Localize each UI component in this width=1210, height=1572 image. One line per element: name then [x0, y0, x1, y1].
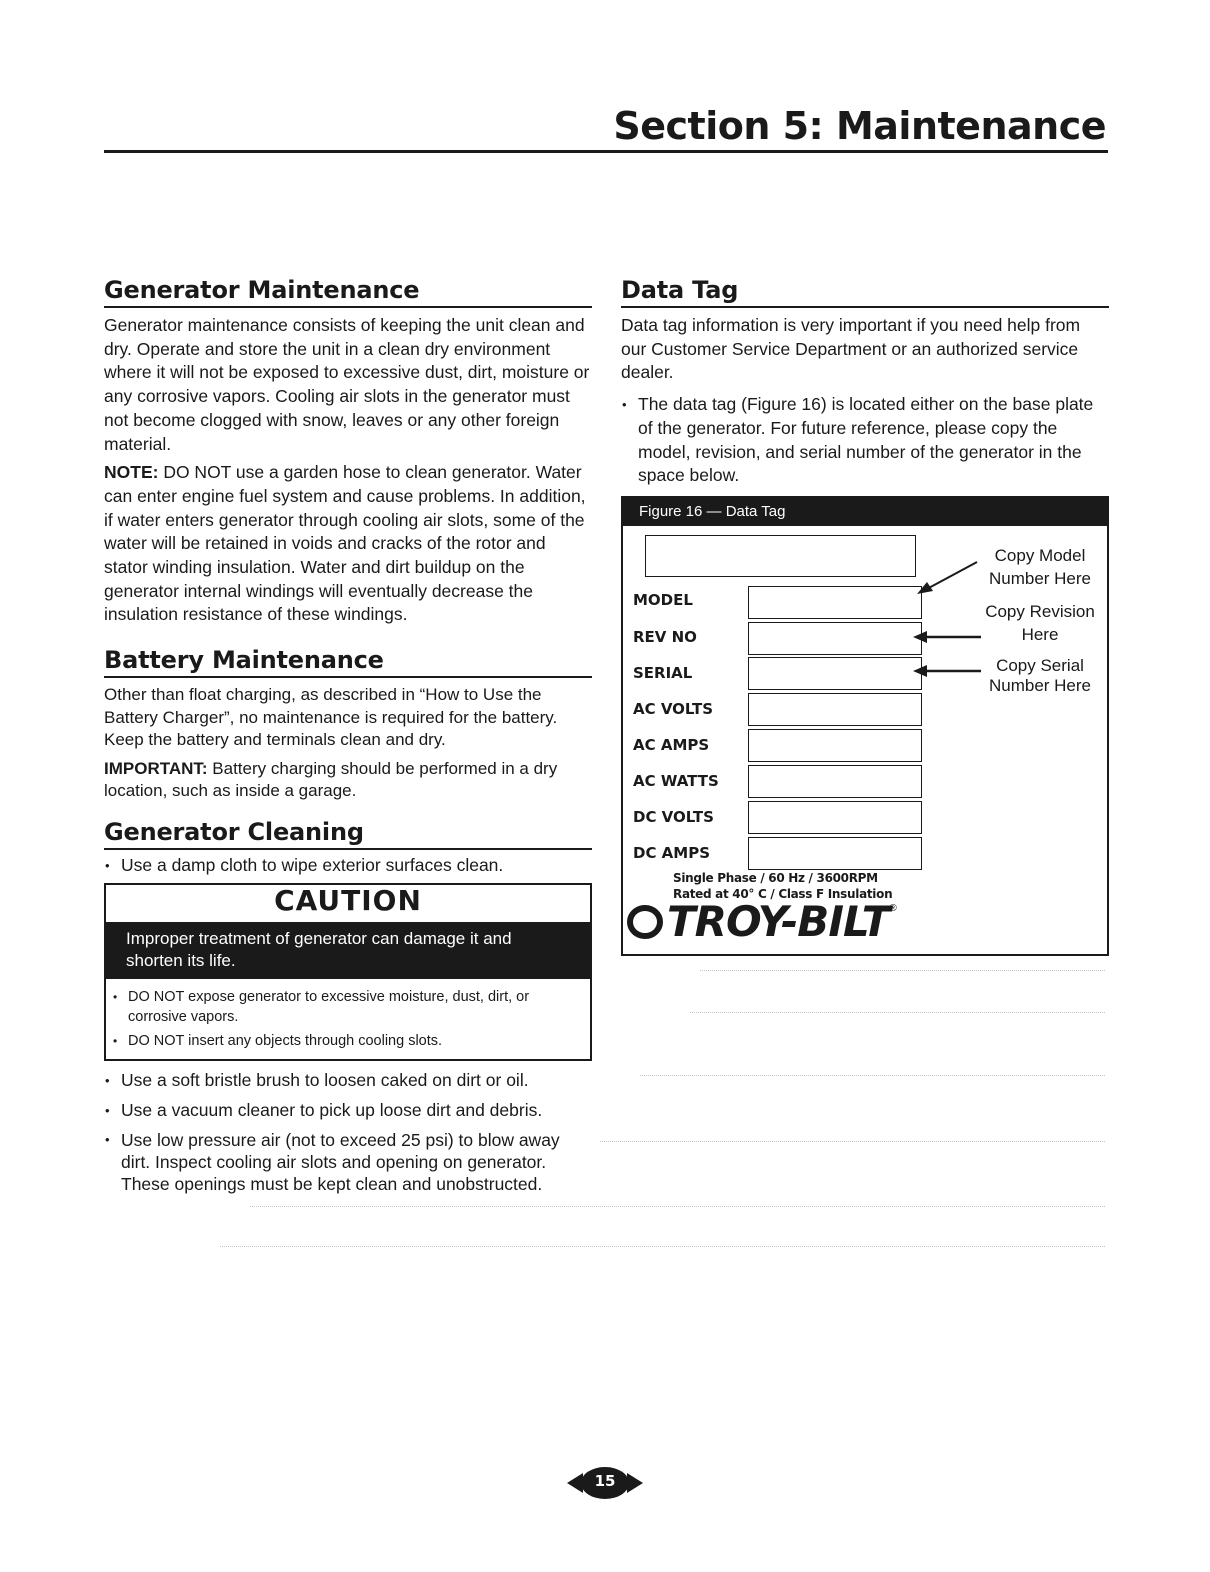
caution-list: [106, 979, 590, 1059]
note-line: Number Here: [988, 675, 1092, 695]
page-number: 15: [594, 1472, 616, 1490]
list-item: • Use a vacuum cleaner to pick up loose dirt and debris.: [104, 1099, 592, 1123]
generator-maintenance-text: Generator maintenance consists of keeping the unit clean and dry. Operate and store the unit in a clean dry environment where it will not be exposed to excessive dust, dirt, moisture or any corrosive vapors. Cooling air slots in the generator must not become clogged with snow, leaves or any other foreign material.: [104, 315, 590, 454]
tag-blank-box: [645, 535, 916, 577]
dotted-line: [600, 1141, 1105, 1142]
label-rev-no: REV NO: [633, 627, 697, 646]
left-column: [104, 276, 592, 1201]
battery-important: [104, 758, 592, 803]
troy-bilt-logo: [625, 896, 897, 946]
label-serial: SERIAL: [633, 663, 693, 682]
cleaning-list-bottom: [104, 1069, 592, 1194]
generator-maintenance-note: [104, 461, 592, 627]
caution-item: • DO NOT insert any objects through cooling slots.: [110, 1031, 584, 1051]
generator-maintenance-heading: Generator Maintenance: [104, 276, 592, 308]
ac-volts-box: [748, 693, 922, 726]
label-ac-amps: AC AMPS: [633, 735, 710, 754]
dotted-line: [700, 970, 1105, 971]
dotted-line: [250, 1206, 1105, 1207]
label-model: MODEL: [633, 590, 693, 609]
spec-line-2: Rated at 40° C / Class F Insulation: [673, 886, 893, 901]
label-dc-amps: DC AMPS: [633, 843, 711, 862]
dotted-line: [640, 1075, 1105, 1076]
dotted-line: [220, 1246, 1105, 1247]
data-tag-list: [621, 393, 1109, 488]
battery-maintenance-heading: Battery Maintenance: [104, 646, 592, 678]
caution-title: CAUTION: [274, 884, 422, 918]
dc-amps-box: [748, 837, 922, 870]
figure-caption: Figure 16 — Data Tag: [623, 498, 1107, 526]
note-copy-model: [975, 544, 1105, 590]
label-ac-volts: AC VOLTS: [633, 699, 714, 718]
note-label: NOTE:: [104, 462, 159, 483]
spec-line-1: Single Phase / 60 Hz / 3600RPM: [673, 870, 878, 885]
dotted-line: [690, 1012, 1105, 1013]
note-text: DO NOT use a garden hose to clean generator. Water can enter engine fuel system and cause problems. In addition, if water enters generator through cooling air slots, some of the water will be retained in voids and cracks of the rotor and stator winding insulation. Water and dirt buildup on the generator internal windings will eventually decrease the insulation resistance of these windings.: [104, 462, 586, 625]
ac-watts-box: [748, 765, 922, 798]
serial-box: [748, 657, 922, 690]
note-copy-serial: [975, 656, 1105, 696]
logo-ring-icon: [625, 903, 667, 941]
cleaning-list-top: [104, 854, 592, 878]
list-item: • The data tag (Figure 16) is located either on the base plate of the generator. For future reference, please copy the model, revision, and serial number of the generator in the space below.: [621, 393, 1109, 488]
dc-volts-box: [748, 801, 922, 834]
note-line: Number Here: [988, 568, 1092, 588]
note-copy-revision: [975, 600, 1105, 646]
label-ac-watts: AC WATTS: [633, 771, 719, 790]
right-column: [621, 276, 1109, 956]
important-text: Battery charging should be performed in a dry location, such as inside a garage.: [104, 758, 558, 801]
note-line: Here: [1021, 624, 1059, 644]
generator-cleaning-heading: Generator Cleaning: [104, 818, 592, 850]
data-tag-figure: [621, 496, 1109, 956]
list-item: • Use a soft bristle brush to loosen caked on dirt or oil.: [104, 1069, 592, 1093]
ac-amps-box: [748, 729, 922, 762]
label-dc-volts: DC VOLTS: [633, 807, 714, 826]
page-title: Section 5: Maintenance: [613, 104, 1106, 148]
header-rule: [104, 150, 1108, 153]
list-item: • Use low pressure air (not to exceed 25 psi) to blow away dirt. Inspect cooling air slots and opening on generator. These openings must be kept clean and unobstructed.: [104, 1129, 592, 1195]
registered-mark: ®: [889, 902, 897, 914]
caution-warning: Improper treatment of generator can damage it and shorten its life.: [106, 922, 590, 979]
arrow-model-icon: [913, 558, 983, 596]
list-item: • Use a damp cloth to wipe exterior surfaces clean.: [104, 854, 592, 878]
brand-wordmark: TROY-BILT: [667, 896, 890, 946]
data-tag-heading: Data Tag: [621, 276, 1109, 308]
data-tag-text: Data tag information is very important if you need help from our Customer Service Department or an authorized service dealer.: [621, 315, 1081, 383]
battery-maintenance-text: Other than float charging, as described in “How to Use the Battery Charger”, no maintenance is required for the battery. Keep the battery and terminals clean and dry.: [104, 685, 558, 750]
arrow-revision-icon: [911, 630, 983, 644]
caution-item: • DO NOT expose generator to excessive moisture, dust, dirt, or corrosive vapors.: [110, 987, 584, 1027]
note-line: Copy Serial: [996, 655, 1084, 675]
arrow-serial-icon: [911, 664, 983, 678]
page-number-badge: [567, 1465, 643, 1501]
note-line: Copy Model: [994, 545, 1086, 565]
important-label: IMPORTANT:: [104, 758, 208, 778]
caution-box: [104, 883, 592, 1061]
model-box: [748, 586, 922, 619]
rev-no-box: [748, 622, 922, 655]
note-line: Copy Revision: [985, 601, 1095, 621]
